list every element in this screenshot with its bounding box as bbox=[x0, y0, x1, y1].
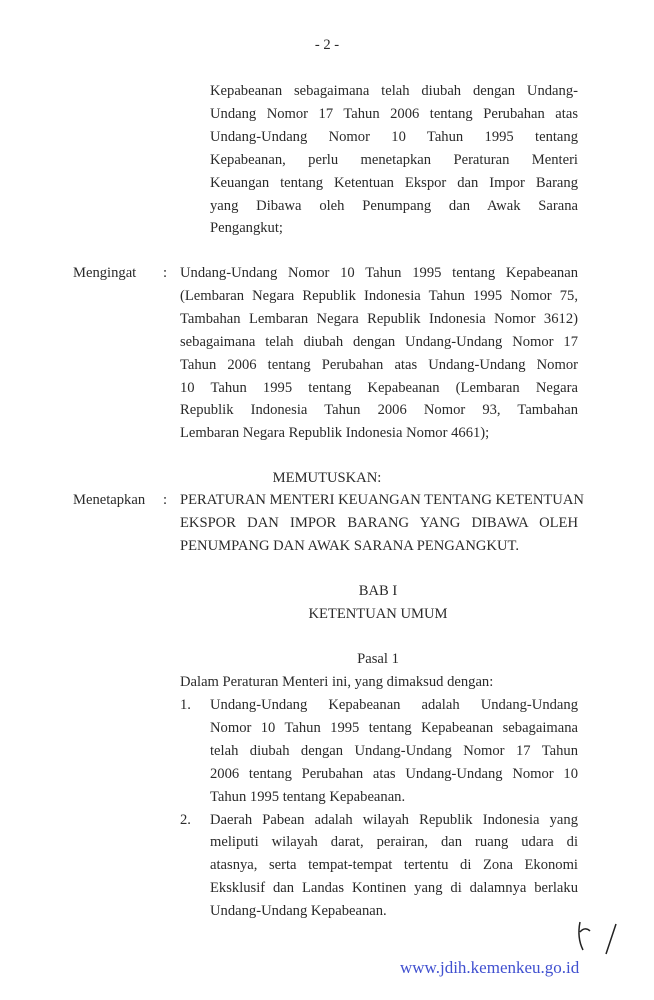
mengingat-line: Lembaran Negara Republik Indonesia Nomor 4661); bbox=[180, 425, 490, 442]
mengingat-line: Tambahan Lembaran Negara Republik Indonesia Nomor 3612) bbox=[180, 310, 578, 327]
item-line: Tahun 1995 tentang Kepabeanan. bbox=[210, 788, 406, 805]
pasal-intro: Dalam Peraturan Menteri ini, yang dimaksud dengan: bbox=[180, 674, 494, 690]
item-line: 2006 tentang Perubahan atas Undang-Undang Nomor 10 bbox=[210, 765, 578, 782]
paragraph-line: Kepabeanan, perlu menetapkan Peraturan Menteri bbox=[210, 151, 578, 168]
mengingat-line: (Lembaran Negara Republik Indonesia Tahun 1995 Nomor 75, bbox=[180, 287, 578, 304]
item-line: Undang-Undang Kepabeanan. bbox=[210, 903, 387, 920]
paragraph-line: Pengangkut; bbox=[210, 220, 283, 237]
memutuskan-heading: MEMUTUSKAN: bbox=[272, 470, 382, 486]
item-line: Daerah Pabean adalah wilayah Republik Indonesia yang bbox=[210, 811, 578, 828]
mengingat-line: Republik Indonesia Tahun 2006 Nomor 93, Tambahan bbox=[180, 402, 578, 419]
mengingat-line: sebagaimana telah diubah dengan Undang-Undang Nomor 17 bbox=[180, 333, 578, 350]
pasal-heading: Pasal 1 bbox=[357, 651, 399, 667]
mengingat-line: Undang-Undang Nomor 10 Tahun 1995 tentang Kepabeanan bbox=[180, 265, 578, 281]
bab-title: KETENTUAN UMUM bbox=[308, 606, 448, 622]
colon: : bbox=[163, 492, 168, 508]
menetapkan-label: Menetapkan bbox=[73, 492, 146, 508]
paragraph-line: yang Dibawa oleh Penumpang dan Awak Sarana bbox=[210, 197, 578, 214]
footer-link[interactable]: www.jdih.kemenkeu.go.id bbox=[400, 958, 580, 977]
mengingat-label: Mengingat bbox=[73, 265, 137, 281]
paragraph-line: Kepabeanan sebagaimana telah diubah dengan Undang- bbox=[210, 83, 578, 99]
item-line: Undang-Undang Kepabeanan adalah Undang-Undang bbox=[210, 697, 578, 713]
mengingat-line: 10 Tahun 1995 tentang Kepabeanan (Lembaran Negara bbox=[180, 379, 578, 396]
paragraph-line: Undang-Undang Nomor 10 Tahun 1995 tentang bbox=[210, 128, 578, 145]
item-line: meliputi wilayah darat, perairan, dan ruang udara di bbox=[210, 834, 578, 851]
menetapkan-line: PERATURAN MENTERI KEUANGAN TENTANG KETENTUAN bbox=[180, 492, 584, 508]
item-line: Nomor 10 Tahun 1995 tentang Kepabeanan sebagaimana bbox=[210, 719, 578, 736]
paragraph-line: Undang Nomor 17 Tahun 2006 tentang Perubahan atas bbox=[210, 105, 578, 122]
item-line: telah diubah dengan Undang-Undang Nomor 17 Tahun bbox=[210, 742, 578, 759]
item-line: atasnya, serta tempat-tempat tertentu di Zona Ekonomi bbox=[210, 857, 578, 874]
mengingat-line: Tahun 2006 tentang Perubahan atas Undang-Undang Nomor bbox=[180, 356, 578, 373]
item-number: 1. bbox=[180, 697, 191, 713]
page-number: - 2 - bbox=[314, 37, 340, 53]
paragraph-line: Keuangan tentang Ketentuan Ekspor dan Impor Barang bbox=[210, 174, 578, 191]
bab-heading: BAB I bbox=[358, 583, 398, 599]
colon: : bbox=[163, 265, 168, 281]
item-line: Eksklusif dan Landas Kontinen yang di dalamnya berlaku bbox=[210, 880, 578, 897]
menetapkan-line: PENUMPANG DAN AWAK SARANA PENGANGKUT. bbox=[180, 537, 519, 554]
paraf-signature bbox=[570, 920, 630, 956]
item-number: 2. bbox=[180, 811, 191, 828]
menetapkan-line: EKSPOR DAN IMPOR BARANG YANG DIBAWA OLEH bbox=[180, 514, 578, 531]
